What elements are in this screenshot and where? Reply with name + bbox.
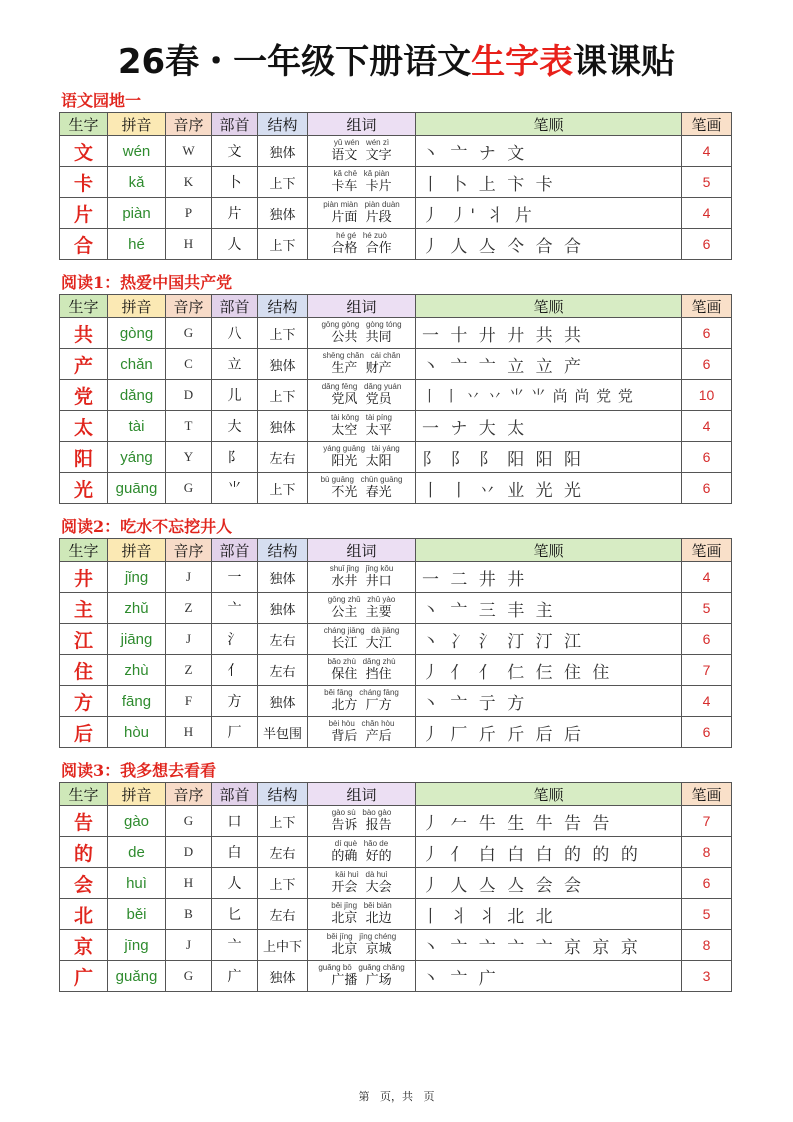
table-row: [60, 229, 732, 260]
title-suffix: 课课贴: [573, 42, 676, 82]
structure-cell: 独体: [258, 961, 308, 992]
word-text: 卡车 卡片: [331, 179, 392, 194]
stroke-count-cell: 10: [682, 380, 732, 411]
word-pinyin: hé gé hé zuò: [336, 231, 387, 240]
character-cell: 光: [60, 473, 108, 504]
pinyin-cell: guāng: [108, 473, 166, 504]
word-text: 语文 文字: [331, 148, 392, 163]
stroke-order-cell: 丿 丿' 丬 片: [416, 198, 682, 229]
word-pinyin: gōng zhǔ zhǔ yào: [327, 595, 396, 604]
word-pinyin: bù guāng chūn guāng: [320, 475, 403, 484]
section-3: [59, 516, 731, 748]
word-text: 北京 北边: [331, 911, 392, 926]
radical-cell: 人: [212, 868, 258, 899]
initial-letter-cell: B: [166, 899, 212, 930]
column-header: 生字: [60, 113, 108, 136]
table-header-row: [60, 113, 732, 136]
stroke-order-cell: 一 十 廾 廾 共 共: [416, 318, 682, 349]
table-row: [60, 198, 732, 229]
stroke-count-cell: 7: [682, 655, 732, 686]
pinyin-cell: kǎ: [108, 167, 166, 198]
column-header: 笔画: [682, 295, 732, 318]
stroke-count-cell: 4: [682, 562, 732, 593]
table-row: [60, 930, 732, 961]
word-group-cell: [308, 930, 416, 961]
table-row: [60, 167, 732, 198]
stroke-count-cell: 3: [682, 961, 732, 992]
column-header: 部首: [212, 113, 258, 136]
structure-cell: 上下: [258, 167, 308, 198]
word-group-cell: [308, 899, 416, 930]
initial-letter-cell: P: [166, 198, 212, 229]
initial-letter-cell: Y: [166, 442, 212, 473]
pinyin-cell: běi: [108, 899, 166, 930]
radical-cell: 方: [212, 686, 258, 717]
word-group-cell: [308, 198, 416, 229]
radical-cell: 亠: [212, 930, 258, 961]
word-pinyin: piàn miàn piàn duàn: [323, 200, 400, 209]
word-pinyin: yǔ wén wén zì: [333, 138, 390, 147]
word-text: 公共 共同: [331, 330, 392, 345]
radical-cell: ⺌: [212, 473, 258, 504]
character-cell: 卡: [60, 167, 108, 198]
section-1: [59, 90, 731, 260]
stroke-count-cell: 6: [682, 473, 732, 504]
radical-cell: 立: [212, 349, 258, 380]
word-group-cell: [308, 380, 416, 411]
table-row: [60, 318, 732, 349]
character-cell: 广: [60, 961, 108, 992]
radical-cell: 人: [212, 229, 258, 260]
stroke-order-cell: 丨 卜 上 卞 卡: [416, 167, 682, 198]
stroke-count-cell: 6: [682, 868, 732, 899]
character-cell: 北: [60, 899, 108, 930]
pinyin-cell: de: [108, 837, 166, 868]
word-text: 生产 财产: [331, 361, 392, 376]
initial-letter-cell: G: [166, 806, 212, 837]
word-text: 北京 京城: [331, 942, 392, 957]
word-group-cell: [308, 837, 416, 868]
initial-letter-cell: Z: [166, 655, 212, 686]
section-4: [59, 760, 731, 992]
column-header: 笔画: [682, 783, 732, 806]
word-group-cell: [308, 167, 416, 198]
character-cell: 党: [60, 380, 108, 411]
word-pinyin: bǎo zhù dǎng zhù: [327, 657, 396, 666]
character-cell: 江: [60, 624, 108, 655]
stroke-order-cell: 丿 人 亼 仒 合 合: [416, 229, 682, 260]
word-pinyin: kǎ chē kǎ piàn: [333, 169, 390, 178]
word-pinyin: shuǐ jǐng jǐng kǒu: [329, 564, 394, 573]
column-header: 组词: [308, 539, 416, 562]
column-header: 组词: [308, 783, 416, 806]
stroke-count-cell: 5: [682, 899, 732, 930]
table-row: [60, 411, 732, 442]
stroke-order-cell: 丶 冫 氵 汀 汀 江: [416, 624, 682, 655]
character-cell: 方: [60, 686, 108, 717]
word-text: 告诉 报告: [331, 818, 392, 833]
radical-cell: 厂: [212, 717, 258, 748]
section-2: [59, 272, 731, 504]
word-group-cell: [308, 442, 416, 473]
stroke-count-cell: 4: [682, 411, 732, 442]
character-cell: 文: [60, 136, 108, 167]
word-pinyin: guǎng bō guǎng chǎng: [318, 963, 405, 972]
stroke-count-cell: 6: [682, 349, 732, 380]
word-group-cell: [308, 806, 416, 837]
stroke-order-cell: 丿 亻 亻 仁 仨 住 住: [416, 655, 682, 686]
stroke-count-cell: 7: [682, 806, 732, 837]
structure-cell: 上下: [258, 318, 308, 349]
character-cell: 告: [60, 806, 108, 837]
character-cell: 主: [60, 593, 108, 624]
section-title: 阅读2：吃水不忘挖井人: [61, 517, 233, 536]
page-footer: 第 页，共 页: [358, 1090, 435, 1103]
radical-cell: 片: [212, 198, 258, 229]
stroke-order-cell: 阝 阝 阝 阳 阳 阳: [416, 442, 682, 473]
structure-cell: 左右: [258, 624, 308, 655]
character-cell: 的: [60, 837, 108, 868]
structure-cell: 独体: [258, 562, 308, 593]
structure-cell: 上下: [258, 380, 308, 411]
column-header: 生字: [60, 295, 108, 318]
pinyin-cell: piàn: [108, 198, 166, 229]
column-header: 结构: [258, 783, 308, 806]
word-group-cell: [308, 411, 416, 442]
pinyin-cell: hòu: [108, 717, 166, 748]
initial-letter-cell: G: [166, 961, 212, 992]
stroke-order-cell: 丨 丨 丷 丷 ⺌ ⺌ 尚 尚 党 党: [416, 380, 682, 411]
word-pinyin: yáng guāng tài yáng: [323, 444, 400, 453]
pinyin-cell: fāng: [108, 686, 166, 717]
column-header: 生字: [60, 539, 108, 562]
structure-cell: 左右: [258, 899, 308, 930]
word-group-cell: [308, 868, 416, 899]
word-group-cell: [308, 624, 416, 655]
table-row: [60, 349, 732, 380]
initial-letter-cell: J: [166, 930, 212, 961]
initial-letter-cell: F: [166, 686, 212, 717]
column-header: 音序: [166, 539, 212, 562]
word-pinyin: dí què hǎo de: [334, 839, 389, 848]
radical-cell: 广: [212, 961, 258, 992]
structure-cell: 上下: [258, 473, 308, 504]
table-row: [60, 655, 732, 686]
word-pinyin: gào sù bào gào: [331, 808, 392, 817]
word-text: 党风 党员: [331, 392, 392, 407]
initial-letter-cell: T: [166, 411, 212, 442]
structure-cell: 独体: [258, 349, 308, 380]
radical-cell: 文: [212, 136, 258, 167]
word-pinyin: gōng gòng gòng tóng: [321, 320, 402, 329]
word-text: 合格 合作: [331, 241, 392, 256]
table-row: [60, 961, 732, 992]
word-pinyin: tài kōng tài píng: [331, 413, 392, 422]
initial-letter-cell: C: [166, 349, 212, 380]
table-row: [60, 136, 732, 167]
word-pinyin: kāi huì dà huì: [335, 870, 388, 879]
character-table: [59, 782, 732, 992]
column-header: 笔画: [682, 113, 732, 136]
initial-letter-cell: G: [166, 473, 212, 504]
pinyin-cell: guǎng: [108, 961, 166, 992]
character-cell: 阳: [60, 442, 108, 473]
word-pinyin: bèi hòu chǎn hòu: [328, 719, 395, 728]
title-prefix: 26春・一年级下册语文: [117, 42, 472, 82]
stroke-count-cell: 6: [682, 717, 732, 748]
character-cell: 合: [60, 229, 108, 260]
pinyin-cell: zhù: [108, 655, 166, 686]
initial-letter-cell: K: [166, 167, 212, 198]
word-text: 的确 好的: [331, 849, 392, 864]
structure-cell: 左右: [258, 442, 308, 473]
table-header-row: [60, 539, 732, 562]
radical-cell: 一: [212, 562, 258, 593]
stroke-order-cell: 丨 丬 丬 北 北: [416, 899, 682, 930]
stroke-order-cell: 丶 亠 亠 亠 亠 京 京 京: [416, 930, 682, 961]
title-highlight: 生字表: [471, 42, 574, 82]
word-group-cell: [308, 349, 416, 380]
word-pinyin: shēng chǎn cái chǎn: [322, 351, 401, 360]
section-title: 语文园地一: [61, 91, 142, 110]
page-title: [0, 38, 793, 86]
stroke-count-cell: 8: [682, 837, 732, 868]
word-group-cell: [308, 229, 416, 260]
table-row: [60, 624, 732, 655]
radical-cell: 匕: [212, 899, 258, 930]
stroke-order-cell: 丿 𠂉 牛 生 牛 告 告: [416, 806, 682, 837]
word-text: 太空 太平: [331, 423, 392, 438]
radical-cell: 亻: [212, 655, 258, 686]
column-header: 拼音: [108, 295, 166, 318]
table-header-row: [60, 295, 732, 318]
column-header: 结构: [258, 295, 308, 318]
structure-cell: 左右: [258, 655, 308, 686]
stroke-order-cell: 丿 厂 斤 斤 后 后: [416, 717, 682, 748]
column-header: 生字: [60, 783, 108, 806]
stroke-count-cell: 6: [682, 624, 732, 655]
pinyin-cell: hé: [108, 229, 166, 260]
word-pinyin: cháng jiāng dà jiāng: [323, 626, 400, 635]
column-header: 拼音: [108, 113, 166, 136]
character-cell: 共: [60, 318, 108, 349]
word-group-cell: [308, 318, 416, 349]
stroke-order-cell: 一 二 井 井: [416, 562, 682, 593]
initial-letter-cell: G: [166, 318, 212, 349]
stroke-count-cell: 6: [682, 229, 732, 260]
column-header: 音序: [166, 295, 212, 318]
table-row: [60, 806, 732, 837]
structure-cell: 独体: [258, 198, 308, 229]
pinyin-cell: huì: [108, 868, 166, 899]
table-row: [60, 717, 732, 748]
table-row: [60, 593, 732, 624]
stroke-order-cell: 丿 亻 白 白 白 的 的 的: [416, 837, 682, 868]
initial-letter-cell: W: [166, 136, 212, 167]
structure-cell: 独体: [258, 686, 308, 717]
word-pinyin: dǎng fēng dǎng yuán: [321, 382, 402, 391]
character-cell: 京: [60, 930, 108, 961]
stroke-count-cell: 6: [682, 442, 732, 473]
word-group-cell: [308, 717, 416, 748]
initial-letter-cell: D: [166, 837, 212, 868]
table-row: [60, 868, 732, 899]
character-cell: 太: [60, 411, 108, 442]
word-text: 长江 大江: [331, 636, 392, 651]
character-cell: 后: [60, 717, 108, 748]
table-header-row: [60, 783, 732, 806]
section-title: 阅读1：热爱中国共产党: [61, 273, 233, 292]
structure-cell: 上下: [258, 229, 308, 260]
character-table: [59, 538, 732, 748]
initial-letter-cell: H: [166, 868, 212, 899]
column-header: 笔顺: [416, 539, 682, 562]
column-header: 笔顺: [416, 783, 682, 806]
radical-cell: 八: [212, 318, 258, 349]
stroke-count-cell: 4: [682, 686, 732, 717]
character-cell: 会: [60, 868, 108, 899]
word-pinyin: běi fāng cháng fāng: [324, 688, 399, 697]
radical-cell: 卜: [212, 167, 258, 198]
radical-cell: 儿: [212, 380, 258, 411]
stroke-count-cell: 5: [682, 167, 732, 198]
initial-letter-cell: D: [166, 380, 212, 411]
stroke-order-cell: 丶 亠 亍 方: [416, 686, 682, 717]
pinyin-cell: chǎn: [108, 349, 166, 380]
pinyin-cell: zhǔ: [108, 593, 166, 624]
radical-cell: 白: [212, 837, 258, 868]
word-group-cell: [308, 136, 416, 167]
stroke-count-cell: 4: [682, 198, 732, 229]
stroke-order-cell: 一 ナ 大 太: [416, 411, 682, 442]
character-cell: 住: [60, 655, 108, 686]
table-row: [60, 899, 732, 930]
structure-cell: 半包围: [258, 717, 308, 748]
word-group-cell: [308, 961, 416, 992]
column-header: 组词: [308, 113, 416, 136]
stroke-order-cell: 丨 丨 丷 业 光 光: [416, 473, 682, 504]
structure-cell: 左右: [258, 837, 308, 868]
character-table: [59, 112, 732, 260]
column-header: 音序: [166, 113, 212, 136]
column-header: 笔顺: [416, 295, 682, 318]
character-table: [59, 294, 732, 504]
character-cell: 片: [60, 198, 108, 229]
column-header: 部首: [212, 783, 258, 806]
stroke-count-cell: 4: [682, 136, 732, 167]
pinyin-cell: dǎng: [108, 380, 166, 411]
column-header: 结构: [258, 113, 308, 136]
radical-cell: 口: [212, 806, 258, 837]
word-pinyin: běi jīng jīng chéng: [326, 932, 397, 941]
word-text: 水井 井口: [331, 574, 392, 589]
table-row: [60, 380, 732, 411]
radical-cell: 阝: [212, 442, 258, 473]
word-text: 背后 产后: [331, 729, 392, 744]
table-row: [60, 562, 732, 593]
structure-cell: 独体: [258, 593, 308, 624]
pinyin-cell: jīng: [108, 930, 166, 961]
word-text: 不光 春光: [331, 485, 392, 500]
section-title: 阅读3：我多想去看看: [61, 761, 217, 780]
character-cell: 井: [60, 562, 108, 593]
pinyin-cell: yáng: [108, 442, 166, 473]
column-header: 笔顺: [416, 113, 682, 136]
stroke-count-cell: 6: [682, 318, 732, 349]
structure-cell: 上下: [258, 806, 308, 837]
table-row: [60, 473, 732, 504]
column-header: 拼音: [108, 783, 166, 806]
stroke-order-cell: 丶 亠 亠 立 立 产: [416, 349, 682, 380]
column-header: 笔画: [682, 539, 732, 562]
word-text: 广播 广场: [331, 973, 392, 988]
radical-cell: 亠: [212, 593, 258, 624]
pinyin-cell: gòng: [108, 318, 166, 349]
word-text: 北方 厂方: [331, 698, 392, 713]
word-group-cell: [308, 686, 416, 717]
initial-letter-cell: H: [166, 229, 212, 260]
word-group-cell: [308, 655, 416, 686]
table-row: [60, 442, 732, 473]
column-header: 部首: [212, 539, 258, 562]
word-group-cell: [308, 593, 416, 624]
word-pinyin: běi jīng běi biān: [331, 901, 392, 910]
stroke-order-cell: 丶 亠 ナ 文: [416, 136, 682, 167]
radical-cell: 大: [212, 411, 258, 442]
radical-cell: 氵: [212, 624, 258, 655]
table-row: [60, 837, 732, 868]
structure-cell: 独体: [258, 411, 308, 442]
pinyin-cell: wén: [108, 136, 166, 167]
structure-cell: 独体: [258, 136, 308, 167]
word-text: 片面 片段: [331, 210, 392, 225]
initial-letter-cell: H: [166, 717, 212, 748]
column-header: 拼音: [108, 539, 166, 562]
stroke-count-cell: 8: [682, 930, 732, 961]
word-group-cell: [308, 562, 416, 593]
pinyin-cell: jǐng: [108, 562, 166, 593]
initial-letter-cell: J: [166, 562, 212, 593]
stroke-order-cell: 丶 亠 广: [416, 961, 682, 992]
structure-cell: 上下: [258, 868, 308, 899]
column-header: 结构: [258, 539, 308, 562]
character-cell: 产: [60, 349, 108, 380]
stroke-order-cell: 丶 亠 三 丰 主: [416, 593, 682, 624]
initial-letter-cell: Z: [166, 593, 212, 624]
word-text: 保住 挡住: [331, 667, 392, 682]
word-group-cell: [308, 473, 416, 504]
table-row: [60, 686, 732, 717]
stroke-order-cell: 丿 人 亼 亼 会 会: [416, 868, 682, 899]
pinyin-cell: jiāng: [108, 624, 166, 655]
initial-letter-cell: J: [166, 624, 212, 655]
column-header: 部首: [212, 295, 258, 318]
column-header: 组词: [308, 295, 416, 318]
structure-cell: 上中下: [258, 930, 308, 961]
word-text: 开会 大会: [331, 880, 392, 895]
word-text: 公主 主要: [331, 605, 392, 620]
column-header: 音序: [166, 783, 212, 806]
pinyin-cell: gào: [108, 806, 166, 837]
stroke-count-cell: 5: [682, 593, 732, 624]
word-text: 阳光 太阳: [331, 454, 392, 469]
pinyin-cell: tài: [108, 411, 166, 442]
